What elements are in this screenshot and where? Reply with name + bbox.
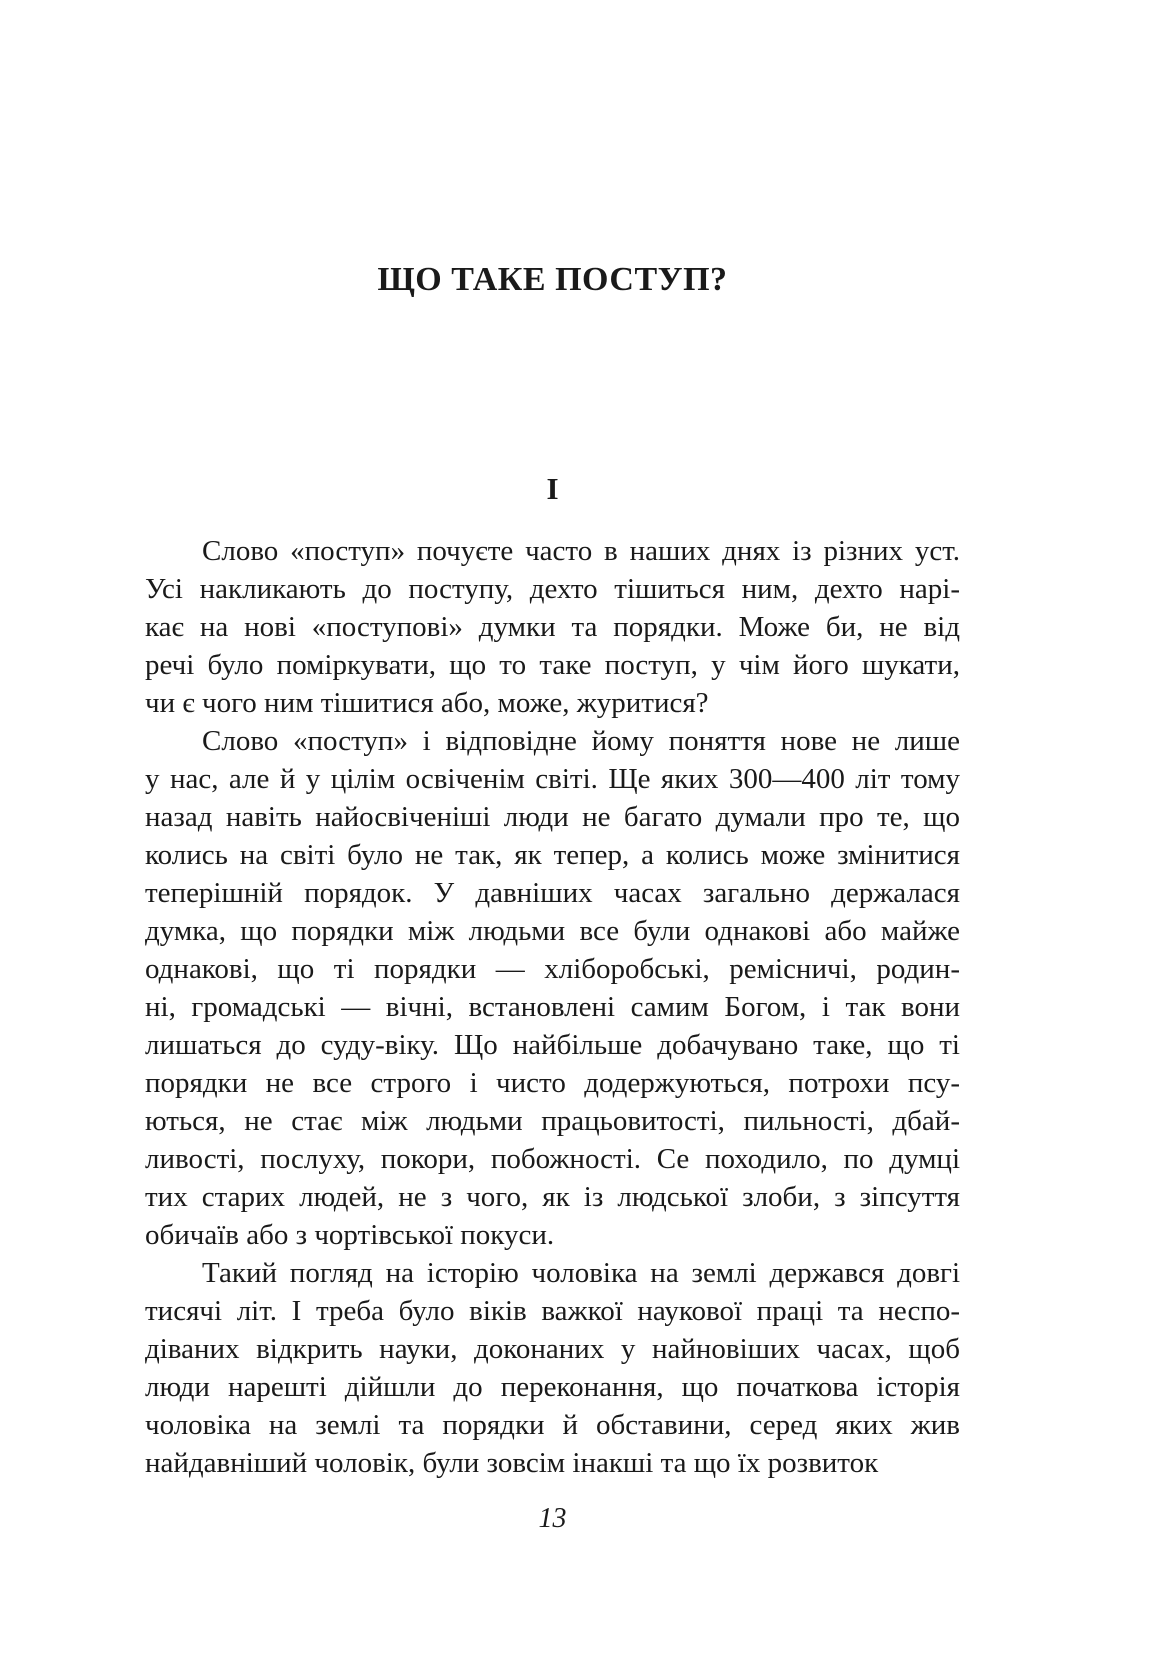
text-line: речі було поміркувати, що то таке поступ, у чім його шукати, <box>145 649 960 681</box>
text-line: Такий погляд на історію чоловіка на землі держався довгі <box>202 1257 960 1289</box>
text-line: Слово «поступ» і відповідне йому поняття нове не лише <box>202 725 960 757</box>
text-line: ні, громадські — вічні, встановлені самим Богом, і так вони <box>145 991 960 1023</box>
text-line: кає на нові «поступові» думки та порядки. Може би, не від <box>145 611 960 643</box>
text-line: ливості, послуху, покори, побожності. Се походило, по думці <box>145 1143 960 1175</box>
body-text <box>145 532 960 1482</box>
text-block <box>145 0 960 1654</box>
section-numeral: I <box>546 471 559 506</box>
text-line: тих старих людей, не з чого, як із людської злоби, з зіпсуття <box>145 1181 960 1213</box>
text-line: назад навіть найосвіченіші люди не багато думали про те, що <box>145 801 960 833</box>
text-line: Усі накликають до поступу, дехто тішиться ним, дехто нарі- <box>145 573 960 605</box>
text-line: колись на світі було не так, як тепер, а колись може змінитися <box>145 839 960 871</box>
text-line: тисячі літ. І треба було віків важкої наукової праці та неспо- <box>145 1295 960 1327</box>
text-line: люди нарешті дійшли до переконання, що початкова історія <box>145 1371 960 1403</box>
text-line: у нас, але й у цілім освіченім світі. Ще яких 300—400 літ тому <box>145 763 960 795</box>
text-line: лишаться до суду-віку. Що найбільше добачувано таке, що ті <box>145 1029 960 1061</box>
text-line: порядки не все строго і чисто додержуються, потрохи псу- <box>145 1067 960 1099</box>
text-line: діваних відкрить науки, доконаних у найновіших часах, щоб <box>145 1333 960 1365</box>
text-line: ються, не стає між людьми працьовитості, пильності, дбай- <box>145 1105 960 1137</box>
text-line: Слово «поступ» почуєте часто в наших днях із різних уст. <box>202 535 960 567</box>
text-line: найдавніший чоловік, були зовсім інакші та що їх розвиток <box>145 1447 879 1479</box>
text-line: чоловіка на землі та порядки й обставини, серед яких жив <box>145 1409 960 1441</box>
text-line: обичаїв або з чортівської покуси. <box>145 1219 555 1251</box>
page-number: 13 <box>538 1503 567 1534</box>
text-line: чи є чого ним тішитися або, може, журитися? <box>145 687 709 719</box>
text-line: однакові, що ті порядки — хліборобські, ремісничі, родин- <box>145 953 960 985</box>
chapter-title: ЩО ТАКЕ ПОСТУП? <box>377 261 728 298</box>
text-line: думка, що порядки між людьми все були однакові або майже <box>145 915 960 947</box>
text-line: теперішній порядок. У давніших часах загально держалася <box>145 877 960 909</box>
